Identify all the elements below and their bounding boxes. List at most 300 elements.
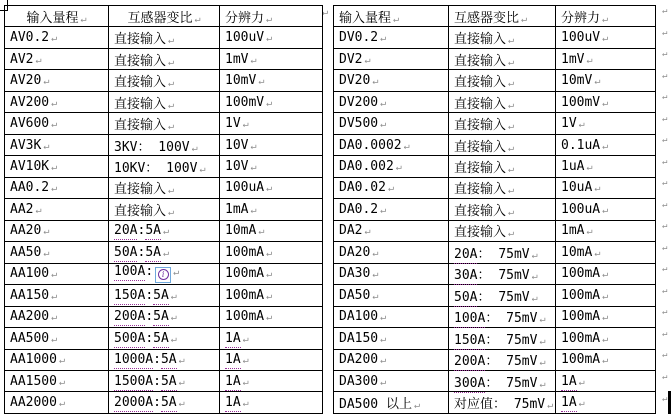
paragraph-mark-icon: ↵: [58, 376, 65, 388]
smart-tag-underlined-text: 1500A: [114, 373, 154, 389]
range-cell[interactable]: DA0.002 ↵: [334, 156, 449, 177]
ratio-cell[interactable]: 100A: i ↵: [109, 263, 220, 284]
ratio-cell[interactable]: 直接输入 ↵: [109, 27, 220, 48]
paragraph-mark-icon: ↵: [250, 54, 257, 66]
ratio-cell[interactable]: 200A:5A ↵: [109, 306, 220, 327]
row-end-mark-icon: ↵: [662, 6, 668, 16]
table-row: [5, 370, 323, 391]
smart-tag-underlined-text: 30A: [454, 268, 478, 284]
smart-tag-underlined-text: 150A: [114, 287, 146, 303]
resolution-cell[interactable]: [556, 370, 656, 391]
paragraph-mark-icon: ↵: [266, 97, 273, 109]
paragraph-mark-icon: ↵: [380, 33, 387, 45]
smart-tag-underlined-text: 2000A: [114, 395, 154, 411]
smart-tag-underlined-text: 200A: [114, 309, 146, 325]
ratio-cell[interactable]: 150A:5A ↵: [109, 285, 220, 306]
table-row: [334, 220, 656, 241]
paragraph-mark-icon: ↵: [380, 376, 387, 388]
paragraph-mark-icon: ↵: [586, 162, 593, 174]
paragraph-mark-icon: ↵: [602, 97, 609, 109]
resolution-cell[interactable]: [556, 392, 656, 414]
ratio-cell[interactable]: 直接输入 ↵: [109, 177, 220, 198]
paragraph-mark-icon: ↵: [43, 76, 50, 88]
range-cell[interactable]: DA150 ↵: [334, 328, 449, 349]
paragraph-mark-icon: ↵: [531, 292, 538, 304]
paragraph-mark-icon: ↵: [387, 183, 394, 195]
paragraph-mark-icon: ↵: [508, 99, 515, 111]
ratio-cell[interactable]: 直接输入 ↵: [109, 199, 220, 220]
smart-tag-underlined-text: 20A: [114, 223, 138, 239]
paragraph-mark-icon: ↵: [372, 290, 379, 302]
smart-tag-underlined-text: 150A: [454, 332, 486, 348]
paragraph-mark-icon: ↵: [266, 183, 273, 195]
resolution-cell[interactable]: [220, 370, 323, 391]
paragraph-mark-icon: ↵: [170, 312, 177, 324]
ratio-cell[interactable]: 200A： 75mV ↵: [449, 349, 556, 370]
smart-tag-underlined-text: 50A: [454, 289, 478, 305]
range-cell[interactable]: DA0.2 ↵: [334, 199, 449, 220]
smart-tag-info-icon[interactable]: [155, 267, 171, 283]
range-cell[interactable]: AA1000 ↵: [5, 349, 109, 370]
ratio-cell[interactable]: 直接输入 ↵: [109, 70, 220, 91]
column-header[interactable]: 分辨力 ↵: [220, 6, 323, 27]
paragraph-mark-icon: ↵: [586, 54, 593, 66]
resolution-cell[interactable]: 10mA ↵: [556, 242, 656, 263]
paragraph-mark-icon: ↵: [508, 228, 515, 240]
smart-tag-underlined-text: 300A: [454, 375, 486, 391]
paragraph-mark-icon: ↵: [364, 54, 371, 66]
paragraph-mark-icon: ↵: [43, 226, 50, 238]
row-end-mark-icon: ↵: [662, 113, 668, 124]
ac-range-table: [4, 5, 323, 414]
resolution-cell[interactable]: 1V ↵: [556, 113, 656, 134]
paragraph-mark-icon: ↵: [380, 204, 387, 216]
resolution-cell[interactable]: 10V ↵: [220, 156, 323, 177]
table-row: [5, 349, 323, 370]
paragraph-mark-icon: ↵: [58, 355, 65, 367]
paragraph-mark-icon: ↵: [51, 97, 58, 109]
table-row: [5, 48, 323, 69]
paragraph-mark-icon: ↵: [35, 204, 42, 216]
resolution-cell[interactable]: 10mV ↵: [220, 70, 323, 91]
info-circle-icon: i: [158, 269, 169, 280]
smart-tag-underlined-text: 1A: [561, 395, 577, 411]
row-end-mark-icon: ↵: [662, 92, 668, 103]
resolution-cell[interactable]: 100mA ↵: [220, 306, 323, 327]
paragraph-mark-icon: ↵: [602, 140, 609, 152]
paragraph-mark-icon: ↵: [578, 119, 585, 131]
smart-tag-underlined-text: 1A: [225, 330, 241, 346]
paragraph-mark-icon: ↵: [162, 247, 169, 259]
resolution-cell[interactable]: 100mV ↵: [220, 91, 323, 112]
smart-tag-underlined-text: 200A: [454, 354, 486, 370]
paragraph-mark-icon: ↵: [43, 247, 50, 259]
resolution-cell[interactable]: 100mA ↵: [220, 242, 323, 263]
paragraph-mark-icon: ↵: [602, 290, 609, 302]
paragraph-mark-icon: ↵: [51, 183, 58, 195]
range-cell[interactable]: AA150 ↵: [5, 285, 109, 306]
row-end-mark-icon: ↵: [662, 221, 668, 232]
range-cell[interactable]: AV10K ↵: [5, 156, 109, 177]
paragraph-mark-icon: ↵: [250, 140, 257, 152]
paragraph-mark-icon: ↵: [322, 7, 329, 18]
smart-tag-underlined-text: 500A: [114, 330, 146, 346]
range-cell[interactable]: AA2 ↵: [5, 199, 109, 220]
paragraph-mark-icon: ↵: [168, 78, 175, 90]
paragraph-mark-icon: ↵: [539, 378, 546, 390]
paragraph-mark-icon: ↵: [508, 121, 515, 133]
table-row: [334, 91, 656, 112]
smart-tag-underlined-text: 5A: [145, 223, 161, 239]
ratio-cell[interactable]: 直接输入 ↵: [449, 177, 556, 198]
resolution-cell[interactable]: [220, 328, 323, 349]
range-cell[interactable]: AA100 ↵: [5, 263, 109, 284]
paragraph-mark-icon: ↵: [168, 56, 175, 68]
paragraph-mark-icon: ↵: [162, 226, 169, 238]
range-cell[interactable]: DA300 ↵: [334, 370, 449, 391]
paragraph-mark-icon: ↵: [35, 54, 42, 66]
paragraph-mark-icon: ↵: [539, 314, 546, 326]
paragraph-mark-icon: ↵: [531, 249, 538, 261]
resolution-cell[interactable]: 100uV ↵: [220, 27, 323, 48]
row-end-mark-icon: ↵: [662, 350, 668, 361]
ratio-cell[interactable]: 300A： 75mV ↵: [449, 370, 556, 391]
resolution-cell[interactable]: 100mA ↵: [556, 328, 656, 349]
paragraph-mark-icon: ↵: [413, 400, 420, 412]
ratio-cell[interactable]: 150A： 75mV ↵: [449, 328, 556, 349]
ratio-cell[interactable]: 50A： 75mV ↵: [449, 285, 556, 306]
ratio-cell[interactable]: 1500A:5A ↵: [109, 370, 220, 391]
paragraph-mark-icon: ↵: [602, 312, 609, 324]
paragraph-mark-icon: ↵: [51, 333, 58, 345]
table-row: [5, 328, 323, 349]
resolution-cell[interactable]: 1mV ↵: [556, 48, 656, 69]
resolution-cell[interactable]: 100mA ↵: [556, 349, 656, 370]
ratio-cell[interactable]: 直接输入 ↵: [449, 27, 556, 48]
smart-tag-underlined-text: 1A: [225, 352, 241, 368]
range-cell[interactable]: DA50 ↵: [334, 285, 449, 306]
paragraph-mark-icon: ↵: [508, 206, 515, 218]
paragraph-mark-icon: ↵: [168, 206, 175, 218]
row-end-mark-icon: ↵: [662, 27, 668, 38]
resolution-cell[interactable]: 100mA ↵: [556, 306, 656, 327]
paragraph-mark-icon: ↵: [531, 271, 538, 283]
range-cell[interactable]: DA100 ↵: [334, 306, 449, 327]
resolution-cell[interactable]: 1mV ↵: [220, 48, 323, 69]
ratio-cell[interactable]: 直接输入 ↵: [449, 156, 556, 177]
ratio-cell[interactable]: 直接输入 ↵: [449, 113, 556, 134]
range-cell[interactable]: DA2 ↵: [334, 220, 449, 241]
range-cell[interactable]: DA500 以上 ↵: [334, 392, 449, 414]
paragraph-mark-icon: ↵: [178, 398, 185, 410]
column-header[interactable]: 输入量程 ↵: [334, 6, 449, 27]
ratio-cell[interactable]: 20A： 75mV ↵: [449, 242, 556, 263]
paragraph-mark-icon: ↵: [380, 97, 387, 109]
range-cell[interactable]: AA200 ↵: [5, 306, 109, 327]
header-row: [5, 6, 323, 27]
paragraph-mark-icon: ↵: [51, 33, 58, 45]
smart-tag-underlined-text: 1A: [225, 373, 241, 389]
resolution-cell[interactable]: 10mV ↵: [556, 70, 656, 91]
ratio-cell[interactable]: 直接输入 ↵: [109, 91, 220, 112]
paragraph-mark-icon: ↵: [266, 247, 273, 259]
dc-range-table: [333, 5, 656, 414]
range-cell[interactable]: DA20 ↵: [334, 242, 449, 263]
table-row: [5, 177, 323, 198]
range-cell[interactable]: AA0.2 ↵: [5, 177, 109, 198]
range-cell[interactable]: AV2 ↵: [5, 48, 109, 69]
range-cell[interactable]: AA50 ↵: [5, 242, 109, 263]
paragraph-mark-icon: ↵: [266, 13, 273, 25]
paragraph-mark-icon: ↵: [539, 335, 546, 347]
range-cell[interactable]: AV600 ↵: [5, 113, 109, 134]
smart-tag-underlined-text: 100A: [114, 264, 146, 280]
smart-tag-underlined-text: 5A: [160, 352, 177, 368]
table-row: [334, 48, 656, 69]
table-row: [334, 199, 656, 220]
range-cell[interactable]: DV0.2 ↵: [334, 27, 449, 48]
smart-tag-underlined-text: 20A: [454, 246, 478, 262]
paragraph-mark-icon: ↵: [51, 162, 58, 174]
paragraph-mark-icon: ↵: [250, 162, 257, 174]
table-row: [334, 156, 656, 177]
resolution-cell[interactable]: 100mA ↵: [556, 263, 656, 284]
range-cell[interactable]: AV0.2 ↵: [5, 27, 109, 48]
resolution-cell[interactable]: 10V ↵: [220, 134, 323, 155]
paragraph-mark-icon: ↵: [594, 247, 601, 259]
table-row: [5, 220, 323, 241]
resolution-cell[interactable]: [220, 349, 323, 370]
paragraph-mark-icon: ↵: [539, 357, 546, 369]
paragraph-mark-icon: ↵: [168, 121, 175, 133]
smart-tag-underlined-text: 1000A: [114, 352, 154, 368]
resolution-cell[interactable]: [220, 392, 323, 414]
smart-tag-underlined-text: 5A: [153, 309, 169, 325]
paragraph-mark-icon: ↵: [602, 269, 609, 281]
resolution-cell[interactable]: 100mV ↵: [556, 91, 656, 112]
paragraph-mark-icon: ↵: [258, 226, 265, 238]
paragraph-mark-icon: ↵: [508, 35, 515, 47]
paragraph-mark-icon: ↵: [266, 290, 273, 302]
paragraph-mark-icon: ↵: [51, 119, 58, 131]
ratio-cell[interactable]: 2000A:5A ↵: [109, 392, 220, 414]
ratio-cell[interactable]: 30A： 75mV ↵: [449, 263, 556, 284]
table-row: [5, 285, 323, 306]
paragraph-mark-icon: ↵: [266, 312, 273, 324]
paragraph-mark-icon: ↵: [191, 142, 198, 154]
paragraph-mark-icon: ↵: [266, 33, 273, 45]
range-cell[interactable]: DA0.0002 ↵: [334, 134, 449, 155]
table-row: [5, 392, 323, 414]
row-end-mark-icon: ↵: [662, 199, 668, 210]
ratio-cell[interactable]: 直接输入 ↵: [109, 113, 220, 134]
paragraph-mark-icon: ↵: [380, 119, 387, 131]
paragraph-mark-icon: ↵: [403, 140, 410, 152]
table-row: [334, 392, 656, 414]
header-row: [334, 6, 656, 27]
paragraph-mark-icon: ↵: [51, 290, 58, 302]
row-end-mark-icon: ↵: [662, 242, 668, 253]
paragraph-mark-icon: ↵: [380, 355, 387, 367]
ratio-cell[interactable]: 对应值： 75mV ↵: [449, 392, 556, 414]
ratio-cell[interactable]: 直接输入 ↵: [449, 134, 556, 155]
row-end-mark-icon: ↵: [662, 135, 668, 146]
paragraph-mark-icon: ↵: [380, 333, 387, 345]
column-header[interactable]: 分辨力 ↵: [556, 6, 656, 27]
paragraph-mark-icon: ↵: [602, 204, 609, 216]
paragraph-mark-icon: ↵: [393, 13, 400, 25]
ratio-cell[interactable]: 直接输入 ↵: [449, 70, 556, 91]
range-cell[interactable]: DV20 ↵: [334, 70, 449, 91]
table-row: [334, 349, 656, 370]
ratio-cell[interactable]: 100A： 75mV ↵: [449, 306, 556, 327]
range-cell[interactable]: AV200 ↵: [5, 91, 109, 112]
paragraph-mark-icon: ↵: [51, 312, 58, 324]
paragraph-mark-icon: ↵: [168, 35, 175, 47]
paragraph-mark-icon: ↵: [242, 119, 249, 131]
table-row: [5, 242, 323, 263]
paragraph-mark-icon: ↵: [199, 164, 206, 176]
range-cell[interactable]: DA30 ↵: [334, 263, 449, 284]
resolution-cell[interactable]: 100uA ↵: [220, 177, 323, 198]
paragraph-mark-icon: ↵: [578, 376, 585, 388]
resolution-cell[interactable]: 1V ↵: [220, 113, 323, 134]
paragraph-mark-icon: ↵: [58, 398, 65, 410]
paragraph-mark-icon: ↵: [80, 13, 87, 25]
paragraph-mark-icon: ↵: [602, 33, 609, 45]
paragraph-mark-icon: ↵: [508, 78, 515, 90]
row-end-mark-icon: ↵: [662, 49, 668, 60]
row-end-mark-icon: ↵: [662, 178, 668, 189]
ratio-cell[interactable]: 直接输入 ↵: [109, 48, 220, 69]
column-header[interactable]: 输入量程 ↵: [5, 6, 109, 27]
paragraph-mark-icon: ↵: [521, 13, 528, 25]
paragraph-mark-icon: ↵: [395, 162, 402, 174]
paragraph-mark-icon: ↵: [508, 185, 515, 197]
table-row: [334, 285, 656, 306]
smart-tag-underlined-text: 1A: [561, 373, 577, 389]
row-end-mark-icon: ↵: [662, 307, 668, 318]
table-row: [334, 177, 656, 198]
paragraph-mark-icon: ↵: [258, 76, 265, 88]
row-end-mark-icon: ↵: [662, 70, 668, 81]
ratio-cell[interactable]: 500A:5A ↵: [109, 328, 220, 349]
resolution-cell[interactable]: 1uA ↵: [556, 156, 656, 177]
table-row: [5, 134, 323, 155]
ratio-cell[interactable]: 50A:5A ↵: [109, 242, 220, 263]
range-cell[interactable]: AA500 ↵: [5, 328, 109, 349]
paragraph-mark-icon: ↵: [266, 269, 273, 281]
paragraph-mark-icon: ↵: [586, 226, 593, 238]
paragraph-mark-icon: ↵: [170, 333, 177, 345]
paragraph-mark-icon: ↵: [178, 376, 185, 388]
range-cell[interactable]: AV3K ↵: [5, 134, 109, 155]
row-end-mark-icon: ↵: [662, 156, 668, 167]
range-cell[interactable]: DA200 ↵: [334, 349, 449, 370]
resolution-cell[interactable]: 1mA ↵: [220, 199, 323, 220]
paragraph-mark-icon: ↵: [178, 355, 185, 367]
range-cell[interactable]: AA1500 ↵: [5, 370, 109, 391]
table-row: [5, 306, 323, 327]
column-header[interactable]: 互感器变比 ↵: [449, 6, 556, 27]
range-cell[interactable]: DV200 ↵: [334, 91, 449, 112]
paragraph-mark-icon: ↵: [242, 333, 249, 345]
ratio-cell[interactable]: 直接输入 ↵: [449, 199, 556, 220]
paragraph-mark-icon: ↵: [508, 142, 515, 154]
ratio-cell[interactable]: 直接输入 ↵: [449, 91, 556, 112]
resolution-cell[interactable]: 100mA ↵: [220, 285, 323, 306]
paragraph-mark-icon: ↵: [242, 398, 249, 410]
resolution-cell[interactable]: 100mA ↵: [220, 263, 323, 284]
table-row: [5, 113, 323, 134]
table-row: [334, 113, 656, 134]
resolution-cell[interactable]: 10mA ↵: [220, 220, 323, 241]
smart-tag-underlined-text: 5A: [160, 395, 177, 411]
resolution-cell[interactable]: 1mA ↵: [556, 220, 656, 241]
paragraph-mark-icon: ↵: [364, 226, 371, 238]
paragraph-mark-icon: ↵: [250, 204, 257, 216]
table-row: [334, 370, 656, 391]
table-row: [334, 27, 656, 48]
paragraph-mark-icon: ↵: [372, 76, 379, 88]
table-row: [5, 199, 323, 220]
range-cell[interactable]: DV500 ↵: [334, 113, 449, 134]
row-end-mark-icon: ↵: [662, 328, 668, 339]
smart-tag-underlined-text: 5A: [153, 330, 169, 346]
paragraph-mark-icon: ↵: [547, 400, 554, 412]
paragraph-mark-icon: ↵: [372, 269, 379, 281]
ratio-cell[interactable]: 1000A:5A ↵: [109, 349, 220, 370]
paragraph-mark-icon: ↵: [242, 355, 249, 367]
table-row: [334, 328, 656, 349]
paragraph-mark-icon: ↵: [602, 333, 609, 345]
table-row: [5, 91, 323, 112]
column-header[interactable]: 互感器变比 ↵: [109, 6, 220, 27]
paragraph-mark-icon: ↵: [173, 267, 180, 279]
ratio-cell[interactable]: 3KV： 100V ↵: [109, 134, 220, 155]
table-row: [334, 306, 656, 327]
ratio-cell[interactable]: 20A:5A ↵: [109, 220, 220, 241]
range-cell[interactable]: AV20 ↵: [5, 70, 109, 91]
smart-tag-underlined-text: 5A: [160, 373, 177, 389]
paragraph-mark-icon: ↵: [242, 376, 249, 388]
resolution-cell[interactable]: 100uA ↵: [556, 199, 656, 220]
paragraph-mark-icon: ↵: [594, 183, 601, 195]
ratio-cell[interactable]: 直接输入 ↵: [449, 48, 556, 69]
resolution-cell[interactable]: 0.1uA ↵: [556, 134, 656, 155]
table-row: [334, 134, 656, 155]
resolution-cell[interactable]: 100mA ↵: [556, 285, 656, 306]
range-cell[interactable]: DA0.02 ↵: [334, 177, 449, 198]
smart-tag-underlined-text: 50A: [114, 244, 138, 260]
resolution-cell[interactable]: 100uV ↵: [556, 27, 656, 48]
paragraph-mark-icon: ↵: [168, 99, 175, 111]
range-cell[interactable]: AA2000 ↵: [5, 392, 109, 414]
ratio-cell[interactable]: 10KV： 100V ↵: [109, 156, 220, 177]
paragraph-mark-icon: ↵: [380, 312, 387, 324]
paragraph-mark-icon: ↵: [170, 290, 177, 302]
ratio-cell[interactable]: 直接输入 ↵: [449, 220, 556, 241]
range-cell[interactable]: AA20 ↵: [5, 220, 109, 241]
table-row: [334, 70, 656, 91]
range-cell[interactable]: DV2 ↵: [334, 48, 449, 69]
resolution-cell[interactable]: 10uA ↵: [556, 177, 656, 198]
smart-tag-underlined-text: 100A: [454, 311, 486, 327]
paragraph-mark-icon: ↵: [602, 13, 609, 25]
table-row: [334, 242, 656, 263]
paragraph-mark-icon: ↵: [594, 76, 601, 88]
row-end-mark-icon: ↵: [662, 372, 668, 382]
